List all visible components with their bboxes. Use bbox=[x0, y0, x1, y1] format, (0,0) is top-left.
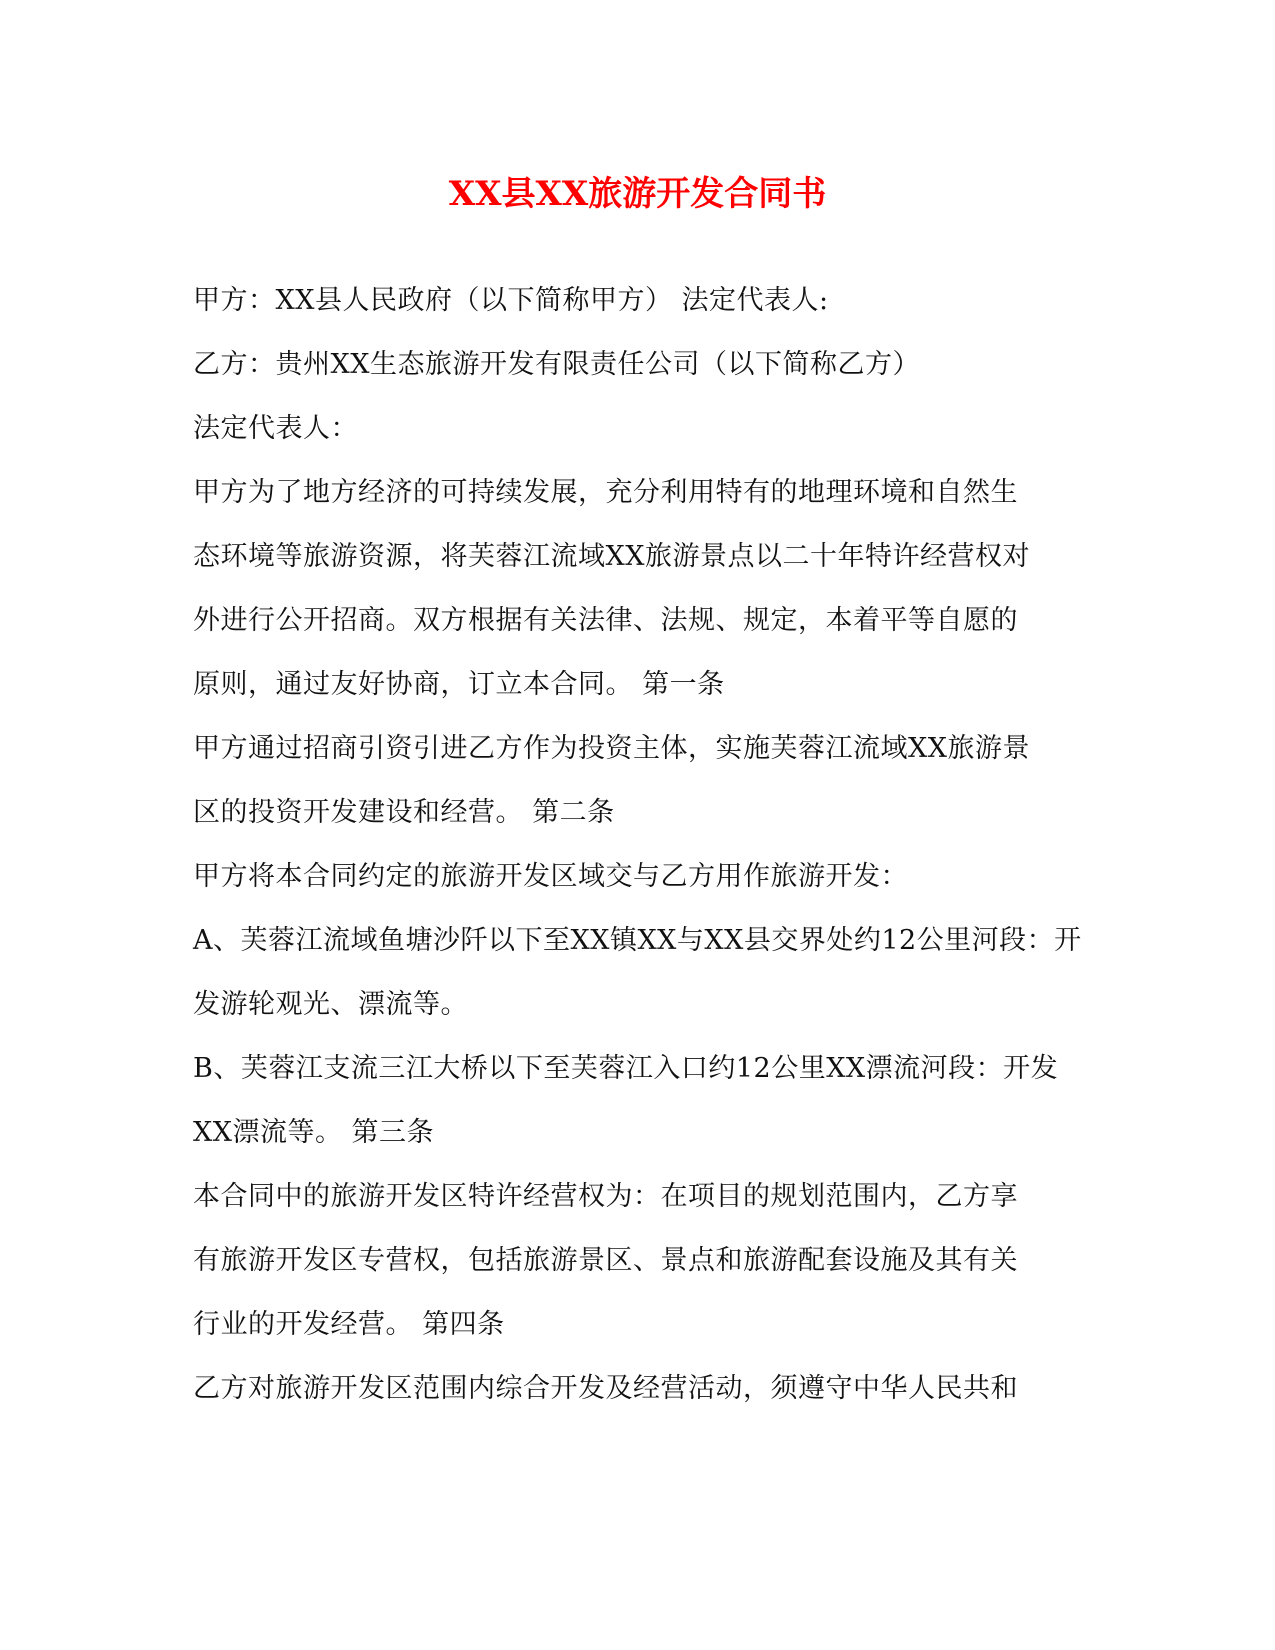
paragraph-line: 乙方对旅游开发区范围内综合开发及经营活动，须遵守中华人民共和 bbox=[193, 1373, 1018, 1404]
paragraph-line: 态环境等旅游资源，将芙蓉江流域XX旅游景点以二十年特许经营权对 bbox=[193, 541, 1030, 572]
paragraph-line: 区的投资开发建设和经营。 第二条 bbox=[193, 797, 615, 828]
paragraph-line: A、芙蓉江流域鱼塘沙阡以下至XX镇XX与XX县交界处约12公里河段：开 bbox=[193, 925, 1082, 956]
party-b-line: 乙方：贵州XX生态旅游开发有限责任公司（以下简称乙方） bbox=[193, 349, 920, 380]
paragraph-line: 外进行公开招商。双方根据有关法律、法规、规定，本着平等自愿的 bbox=[193, 605, 1018, 636]
document-title: XX县XX旅游开发合同书 bbox=[448, 174, 827, 214]
party-a-line: 甲方：XX县人民政府（以下简称甲方） 法定代表人: bbox=[193, 285, 829, 316]
legal-representative-line: 法定代表人： bbox=[193, 413, 358, 444]
paragraph-line: XX漂流等。 第三条 bbox=[193, 1117, 435, 1148]
paragraph-line: 行业的开发经营。 第四条 bbox=[193, 1309, 505, 1340]
paragraph-line: 甲方为了地方经济的可持续发展，充分利用特有的地理环境和自然生 bbox=[193, 477, 1018, 508]
paragraph-line: 原则，通过友好协商，订立本合同。 第一条 bbox=[193, 669, 725, 700]
document-body bbox=[193, 285, 1093, 1437]
paragraph-line: B、芙蓉江支流三江大桥以下至芙蓉江入口约12公里XX漂流河段：开发 bbox=[193, 1053, 1059, 1084]
paragraph-line: 发游轮观光、漂流等。 bbox=[193, 989, 468, 1020]
paragraph-line: 有旅游开发区专营权，包括旅游景区、景点和旅游配套设施及其有关 bbox=[193, 1245, 1018, 1276]
paragraph-line: 甲方将本合同约定的旅游开发区域交与乙方用作旅游开发： bbox=[193, 861, 908, 892]
paragraph-line: 甲方通过招商引资引进乙方作为投资主体，实施芙蓉江流域XX旅游景 bbox=[193, 733, 1030, 764]
paragraph-line: 本合同中的旅游开发区特许经营权为：在项目的规划范围内，乙方享 bbox=[193, 1181, 1018, 1212]
